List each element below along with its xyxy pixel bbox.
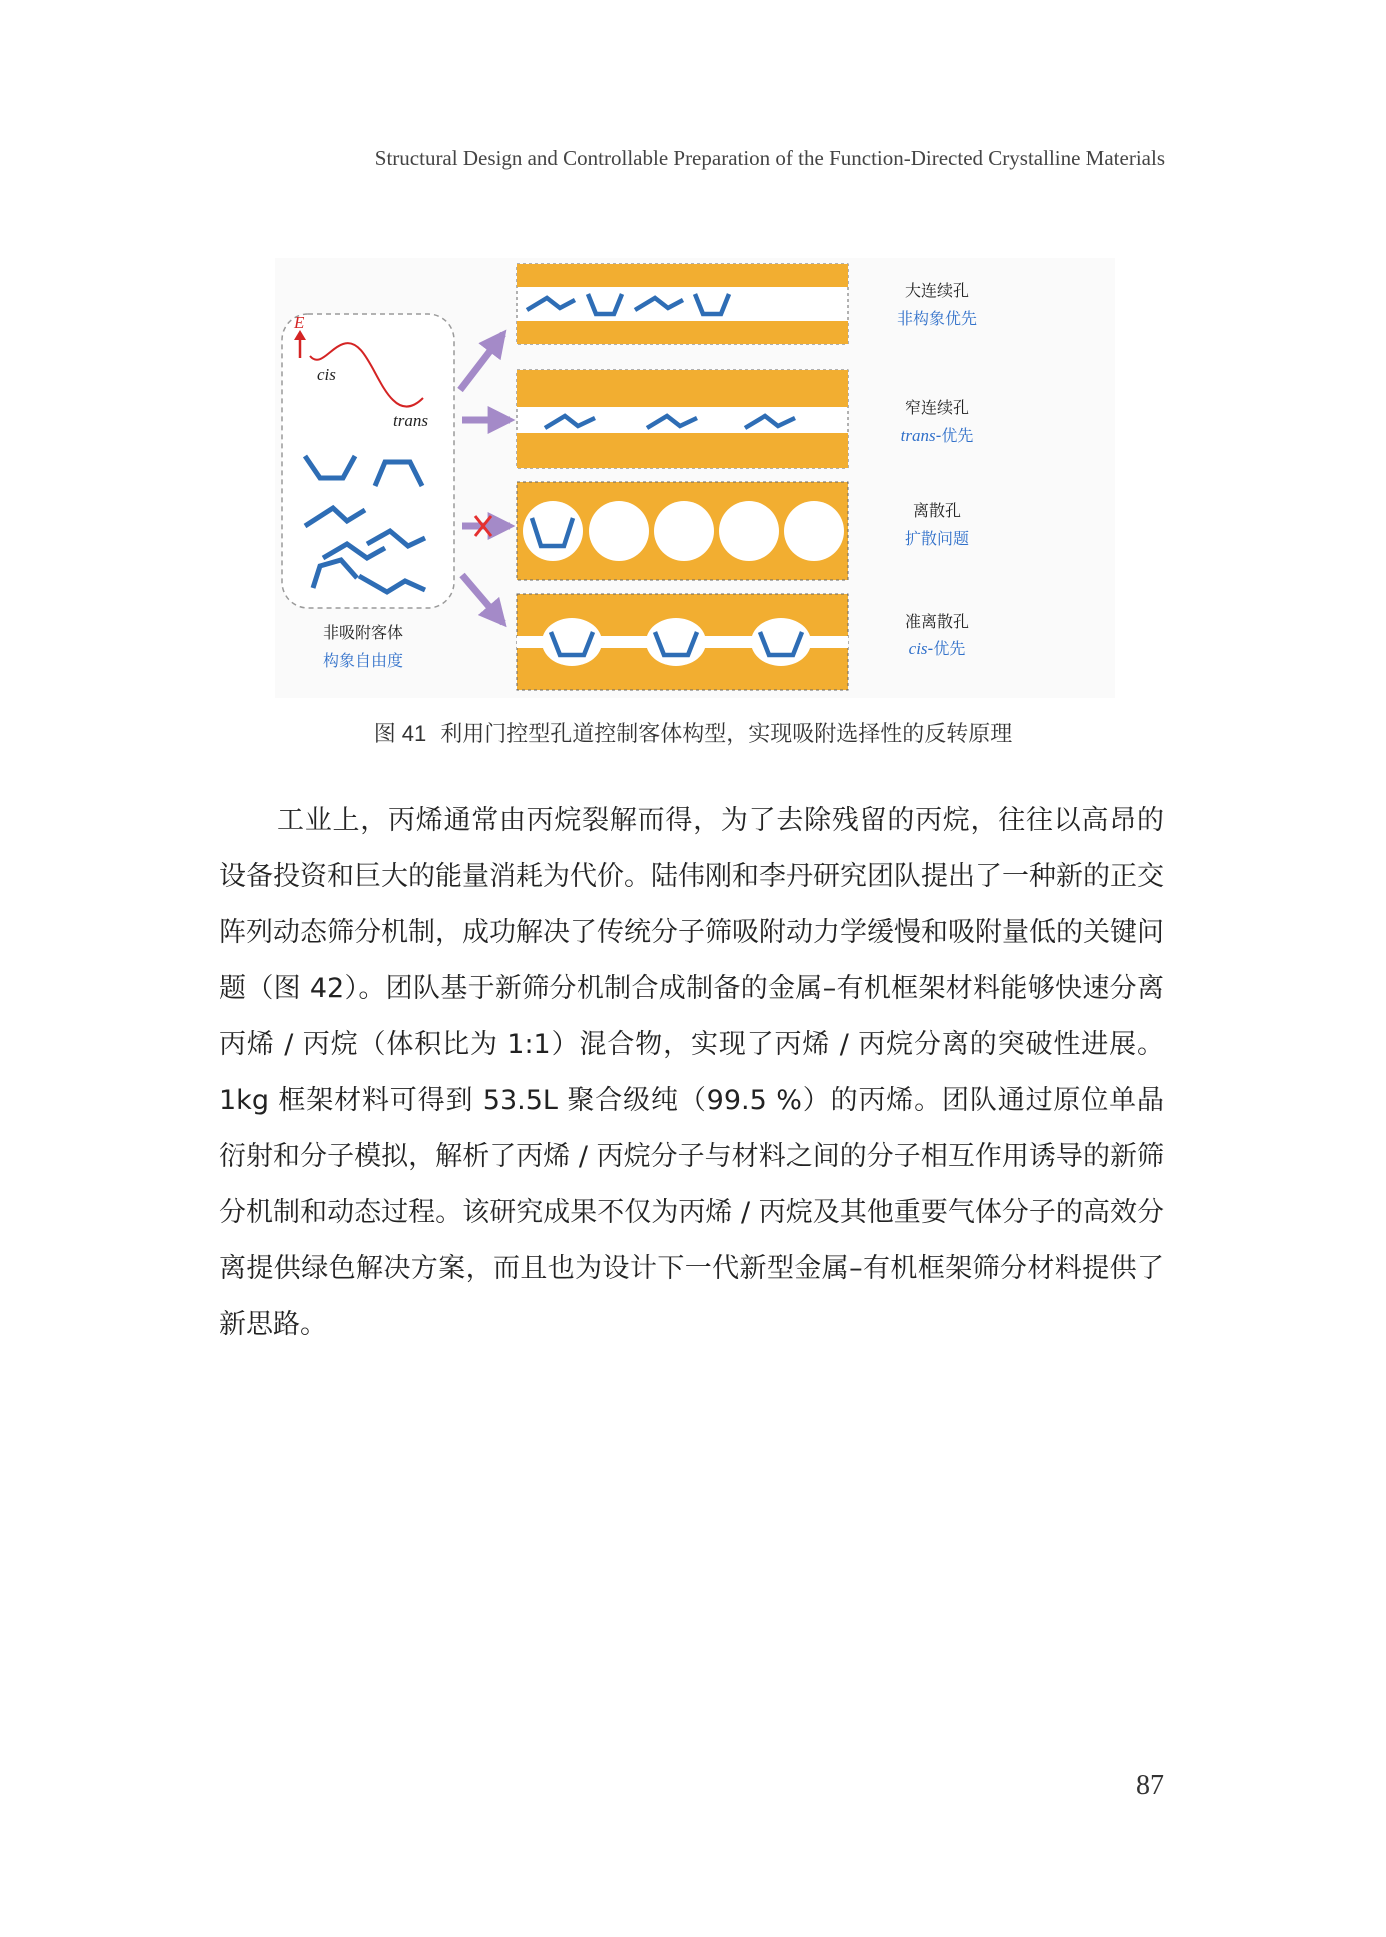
running-header: Structural Design and Controllable Preparation of the Function-Directed Crystalline Materials <box>374 146 1165 170</box>
figure-41 <box>275 258 1115 698</box>
framework-quasi-discrete-pores <box>517 594 848 690</box>
row-2-subtitle: trans-优先 <box>900 426 974 445</box>
framework-large-channel <box>517 264 848 344</box>
row-2-title: 窄连续孔 <box>904 398 970 417</box>
figure-number: 图 41 <box>373 721 427 746</box>
row-3-subtitle: 扩散问题 <box>904 529 970 548</box>
trans-label: trans <box>393 411 428 430</box>
row-4-subtitle: cis-优先 <box>908 639 966 658</box>
body-paragraph: 工业上，丙烯通常由丙烷裂解而得，为了去除残留的丙烷，往往以高昂的设备投资和巨大的能量消耗为代价。陆伟刚和李丹研究团队提出了一种新的正交阵列动态筛分机制，成功解决了传统分子筛吸附动力学缓慢和吸附量低的关键问题（图 42）。团队基于新筛分机制合成制备的金属–有机框架材料能够快速分离丙烯 / 丙烷（体积比为 1:1）混合物，实现了丙烯 / 丙烷分离的突破性进展。1kg 框架材料可得到 53.5L 聚合级纯（99.5 %）的丙烯。团队通过原位单晶衍射和分子模拟，解析了丙烯 / 丙烷分子与材料之间的分子相互作用诱导的新筛分机制和动态过程。该研究成果不仅为丙烯 / 丙烷及其他重要气体分子的高效分离提供绿色解决方案，而且也为设计下一代新型金属–有机框架筛分材料提供了新思路。 <box>219 805 1164 1340</box>
row-3-title: 离散孔 <box>912 501 962 520</box>
guest-subtitle: 构象自由度 <box>322 651 404 670</box>
figure-caption <box>0 717 1386 748</box>
row-1-title: 大连续孔 <box>904 281 970 300</box>
page-number: 87 <box>1136 1770 1164 1801</box>
framework-discrete-pores <box>517 482 848 580</box>
row-1-subtitle: 非构象优先 <box>896 309 978 328</box>
row-4-title: 准离散孔 <box>904 612 970 631</box>
framework-narrow-channel <box>517 370 848 468</box>
energy-label: E <box>294 313 305 332</box>
figure-caption-text: 利用门控型孔道控制客体构型，实现吸附选择性的反转原理 <box>440 722 1013 747</box>
body-text <box>219 793 1164 1353</box>
guest-title: 非吸附客体 <box>322 623 404 642</box>
cis-label: cis <box>317 365 336 384</box>
